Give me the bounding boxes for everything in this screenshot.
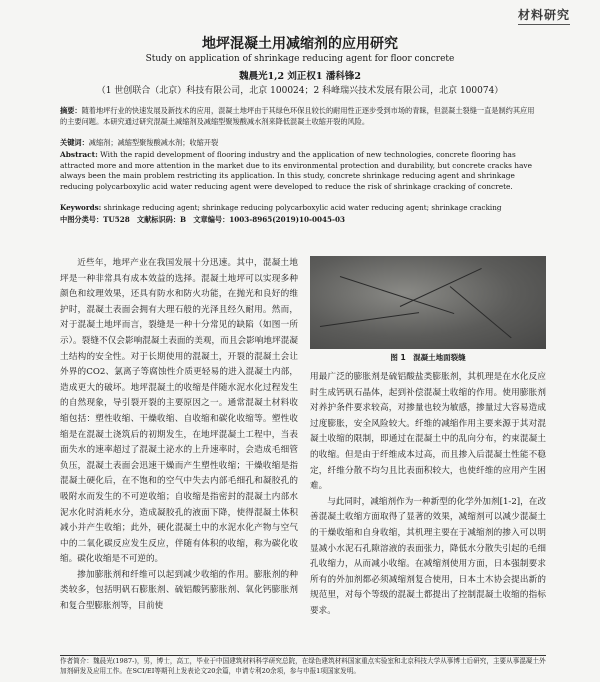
crack-line: [340, 276, 454, 314]
crack-line: [320, 312, 419, 327]
article-title-en: Study on application of shrinkage reducing agent for floor concrete: [145, 54, 455, 64]
abstract-zh: [60, 106, 540, 127]
figure-caption: 图 1 混凝土地面裂缝: [390, 353, 466, 362]
keywords-zh-label: 关键词：: [60, 138, 89, 147]
keywords-zh-text: 减缩剂；减缩型聚羧酸减水剂；收缩开裂: [88, 138, 219, 147]
affiliation: （1 世创联合（北京）科技有限公司，北京 100024；2 科峰瑞兴技术发展有限公司，北京 100074）: [96, 86, 504, 96]
abstract-zh-label: 摘要：: [60, 106, 82, 115]
classification-line: 中图分类号：TU528 文献标识码：B 文章编号：1003-8965(2019)10-0045-03: [60, 215, 346, 224]
keywords-en-label: Keywords:: [60, 203, 102, 212]
body-paragraph: 用最广泛的膨胀剂是硫铝酸盐类膨胀剂，其机理是在水化反应时生成钙矾石晶体，起到补偿混凝土收缩的作用。使用膨胀剂对养护条件要求较高，对掺量也较为敏感，掺量过大容易造成过度膨胀，安全风险较大。纤维的减缩作用主要来源于其对混凝土收缩的限制，即通过在混凝土中的乱向分布，约束混凝土的收缩。但是由于纤维成本过高，而且掺入后混凝土性能不稳定，纤维分散不均匀且比表面积较大，也使纤维的应用产生困难。: [310, 372, 546, 492]
body-paragraph: 掺加膨胀剂和纤维可以起到减少收缩的作用。膨胀剂的种类较多，包括明矾石膨胀剂、硫铝酸钙膨胀剂、氧化钙膨胀剂和复合型膨胀剂等，目前使: [60, 569, 298, 612]
crack-line: [400, 268, 482, 307]
abstract-zh-text: 随着地坪行业的快速发展及新技术的应用，混凝土地坪由于其绿色环保且较长的耐用性正逐步受到市场的青睐，但混凝土裂缝一直是制约其应用的主要问题。本研究通过研究混凝土减缩剂及减缩型聚羧酸减水剂来降低混凝土收缩开裂的风险。: [60, 106, 535, 126]
abstract-en-label: Abstract:: [60, 150, 98, 159]
keywords-zh: [60, 138, 540, 149]
body-paragraph: 近些年，地坪产业在我国发展十分迅速。其中，混凝土地坪是一种非常具有成本效益的选择。混凝土地坪可以实现多种颜色和纹理效果，还具有防水和防火功能，在抛光和良好的维护时，混凝土表面会拥有大理石般的光泽且经久耐用。然而，对于混凝土地坪而言，裂缝是一种十分常见的缺陷（如图一所示）。裂缝不仅会影响混凝土表面的美观，而且会影响地坪混凝土结构的安全性。对于长期使用的混凝土，开裂的混凝土会让外界的CO2、氯离子等腐蚀性介质更轻易的进入混凝土内部，造成更大的破坏。地坪混凝土的收缩是伴随水泥水化过程发生的自然现象，导引裂开裂的主要原因之一。通常混凝土材料收缩包括：塑性收缩、干燥收缩、自收缩和碳化收缩等。塑性收缩是在混凝土浇筑后的初期发生，在地坪混凝土工程中，当表面失水的速率超过了混凝土泌水的上升速率时，会造成毛细管负压，混凝土表面会迅速干燥而产生塑性收缩；干燥收缩是指混凝土硬化后，在不饱和的空气中失去内部毛细孔和凝胶孔的吸附水而发生的不可逆收缩；自收缩是指密封的混凝土内部水泥水化时消耗水分，造成凝胶孔的液面下降，使得混凝土体积减小并产生收缩；此外，硬化混凝土中的水泥水化产物与空气中的二氧化碳反应发生反应，伴随有体积的收缩，称为碳化收缩。碳化收缩是不可逆的。: [60, 258, 298, 565]
body-left-column: [60, 256, 298, 615]
article-title-zh: 地坪混凝土用减缩剂的应用研究: [202, 36, 398, 52]
keywords-en-text: shrinkage reducing agent; shrinkage reducing polycarboxylic acid water reducing agent; shrinkage cracking: [103, 203, 502, 212]
abstract-en: [60, 150, 540, 192]
keywords-en: [60, 203, 540, 214]
footer-divider: [60, 655, 546, 656]
author-list: 魏晨光1,2 刘正权1 潘科锋2: [239, 71, 361, 82]
body-paragraph: 与此同时，减缩剂作为一种新型的化学外加剂[1-2]，在改善混凝土收缩方面取得了显著的效果，减缩剂可以减少混凝土的干燥收缩和自身收缩，其机理主要在于减缩剂的掺入可以明显减小水泥石孔隙溶液的表面张力，降低水分散失引起的毛细孔收缩力，从而减小收缩。在减缩剂使用方面，日本强制要求所有的外加剂都必须减缩剂复合使用，日本土木协会提出新的规范里，对每个等级的混凝土都提出了控制混凝土收缩的指标要求。: [310, 496, 546, 616]
author-bio-footnote: 作者简介：魏晨光(1987-)，男，博士，高工，毕业于中国建筑材料科学研究总院，在绿色建筑材料国家重点实验室和北京科技大学从事博士后研究，主要从事混凝土外加剂研发及应用工作。在SCI/EI等期刊上发表论文20余篇，申请专利20余项，参与申报1项国家发明。: [60, 657, 546, 675]
abstract-en-text: With the rapid development of flooring industry and the application of new technologies, concrete flooring has attracted more and more attention in the market due to its environmental protection and durability, but concrete cracks have always been the main problem restricting its application. In this study, concrete shrinkage reducing agent and shrinkage reducing polycarboxylic acid water reducing agent were developed to reduce the risk of shrinkage cracking of concrete.: [60, 150, 532, 191]
figure-cracked-floor-photo: [310, 256, 546, 349]
section-label: 材料研究: [518, 6, 570, 25]
crack-line: [450, 286, 512, 338]
body-right-column: [310, 370, 546, 620]
